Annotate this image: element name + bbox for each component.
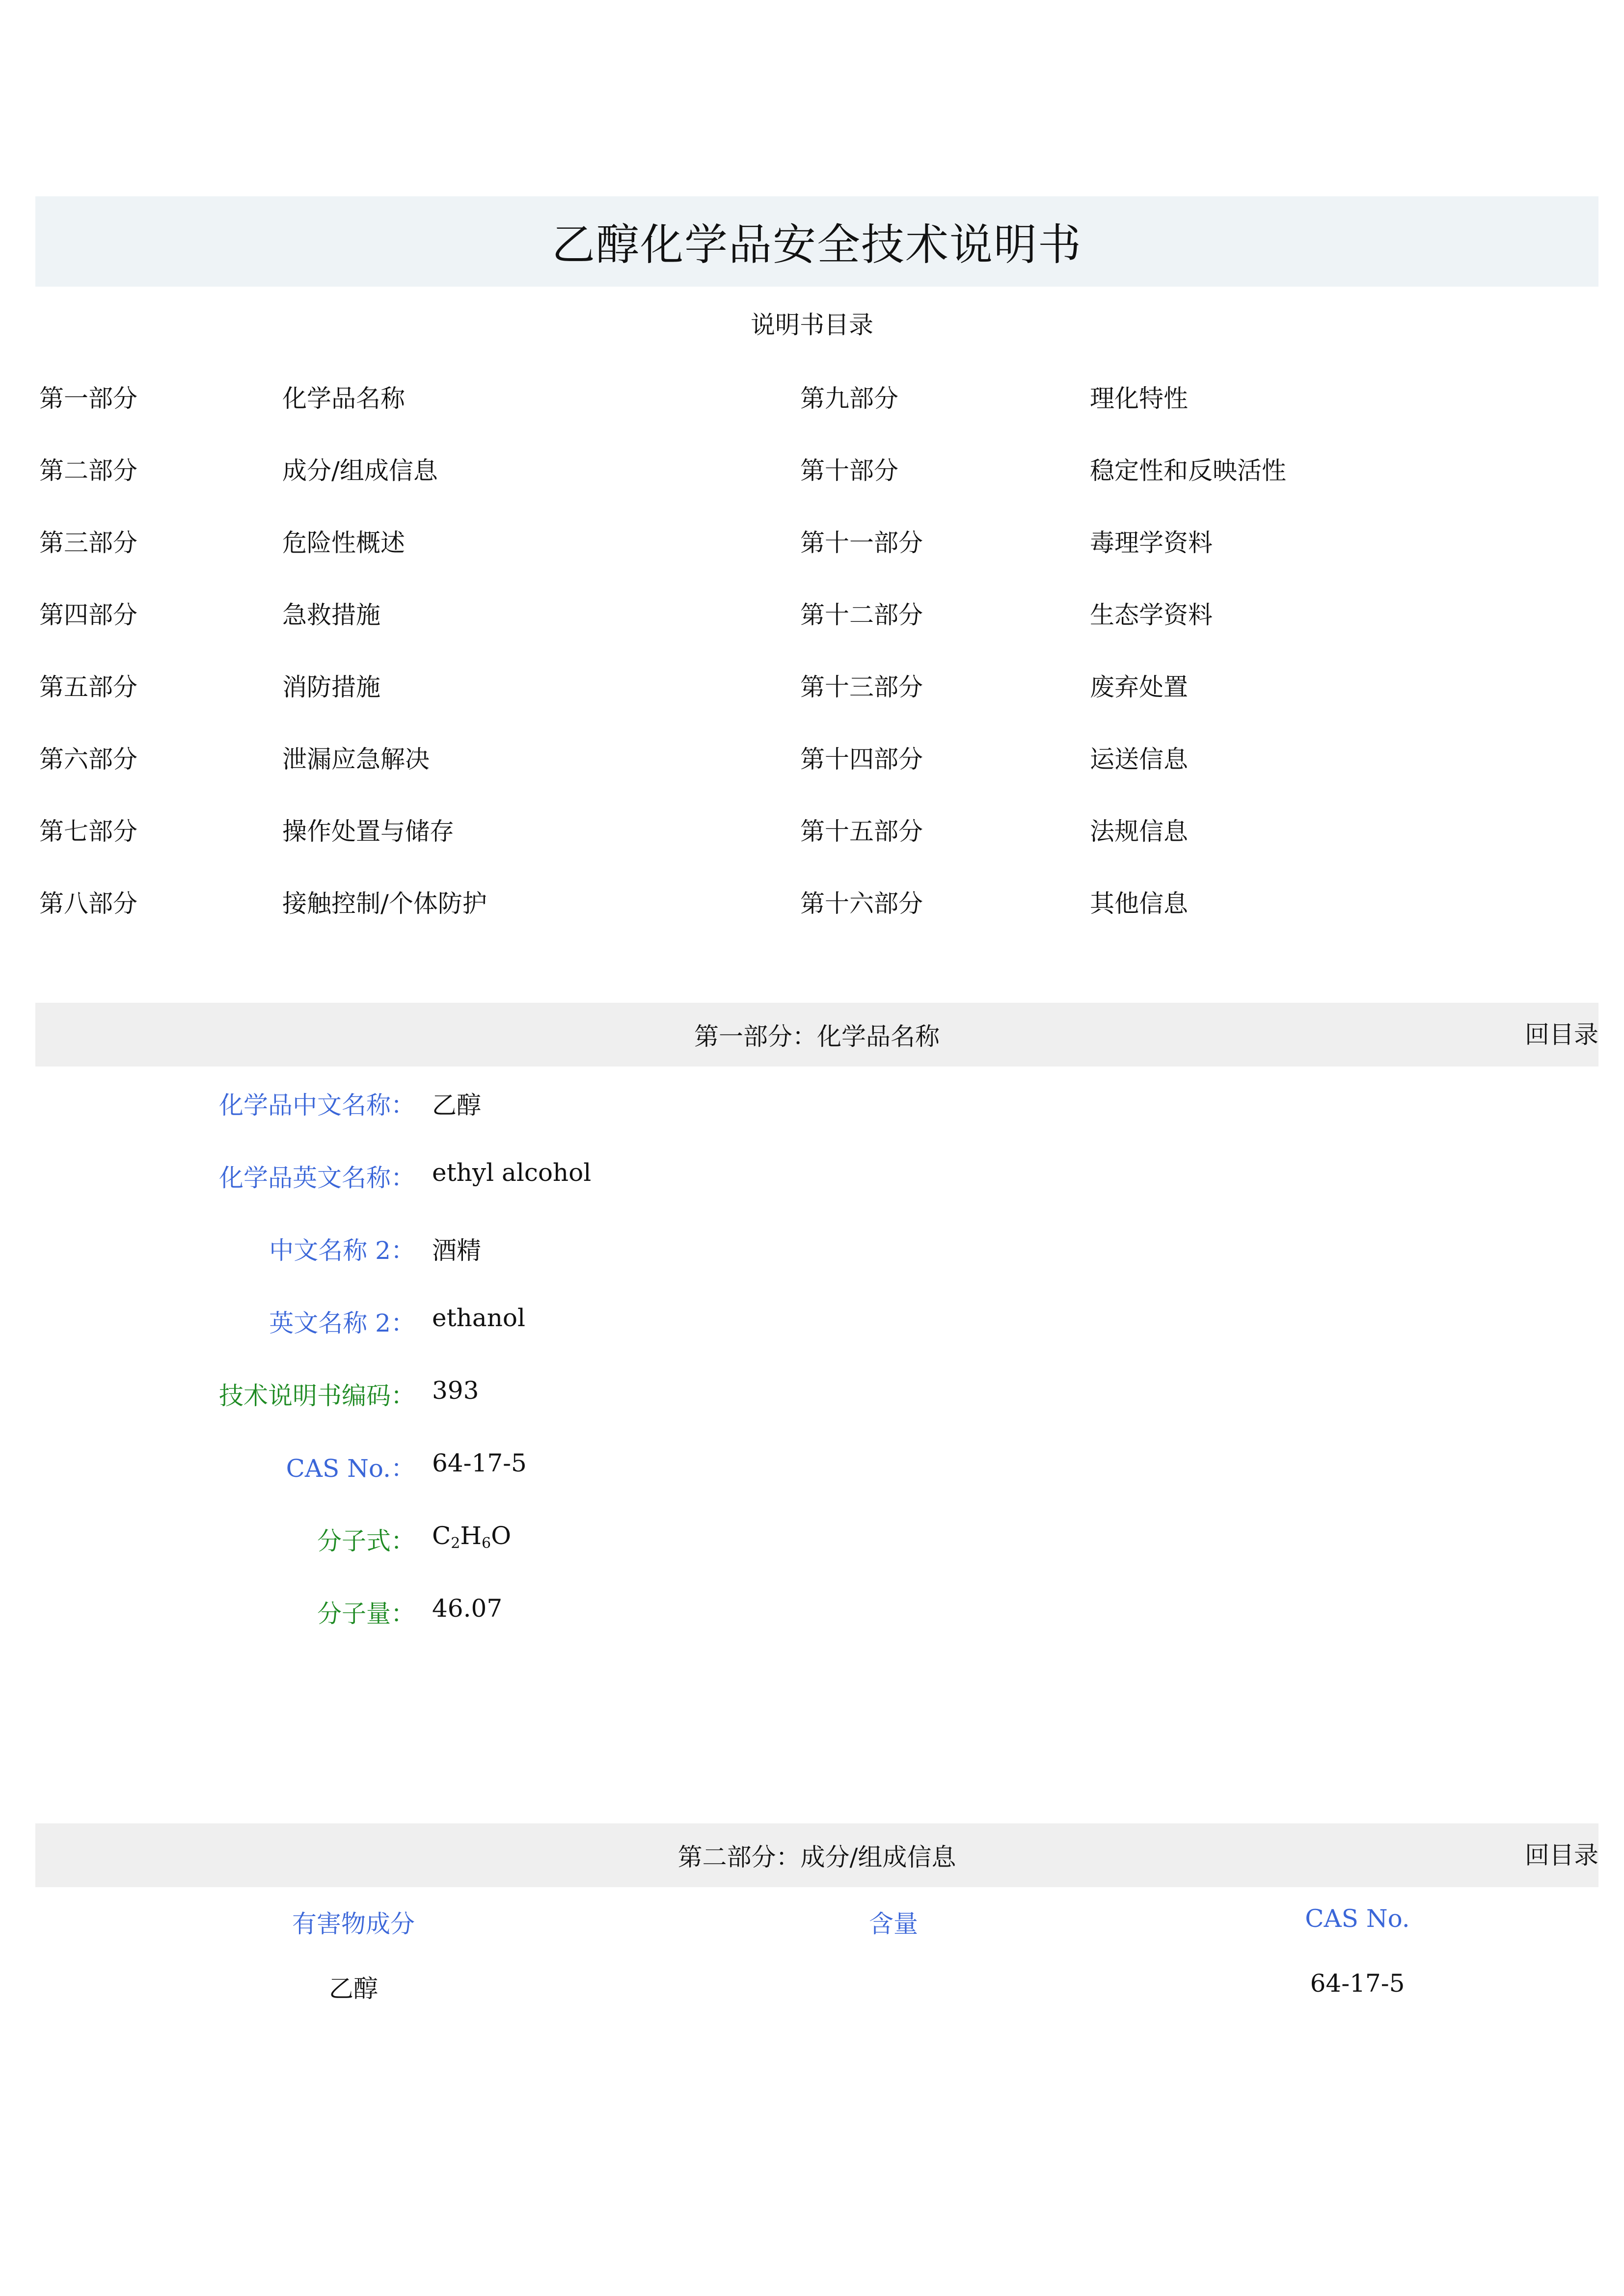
toc-row: [0, 523, 1624, 595]
toc-part-label[interactable]: 第十一部分: [800, 529, 923, 557]
toc-row: [0, 595, 1624, 667]
section-2-title: 第二部分：成分/组成信息: [677, 1843, 956, 1871]
toc-part-label[interactable]: 第五部分: [39, 673, 137, 701]
toc-part-label[interactable]: 第十三部分: [800, 673, 923, 701]
toc-row: [0, 740, 1624, 812]
field-value: 64-17-5: [432, 1449, 527, 1477]
field-value: ethyl alcohol: [432, 1158, 592, 1187]
toc-part-name[interactable]: 操作处置与储存: [282, 817, 454, 846]
toc-part-label[interactable]: 第十五部分: [800, 817, 923, 846]
toc-part-label[interactable]: 第八部分: [39, 889, 137, 918]
formula-subscript: 6: [481, 1535, 491, 1552]
field-label: 技术说明书编码：: [219, 1382, 415, 1410]
toc-part-label[interactable]: 第七部分: [39, 817, 137, 846]
toc-part-name[interactable]: 其他信息: [1090, 889, 1188, 918]
toc-row: [0, 379, 1624, 451]
toc-row: [0, 451, 1624, 523]
toc-part-name[interactable]: 泄漏应急解决: [282, 745, 430, 774]
toc-part-label[interactable]: 第十六部分: [800, 889, 923, 918]
formula-subscript: 2: [451, 1535, 460, 1552]
field-label: 化学品英文名称：: [219, 1164, 415, 1192]
back-to-toc-link[interactable]: 回目录: [1525, 1841, 1598, 1869]
toc-part-name[interactable]: 理化特性: [1090, 384, 1188, 413]
column-header-cas: CAS No.: [1305, 1904, 1410, 1933]
field-row: [0, 1522, 1624, 1594]
toc-part-label[interactable]: 第四部分: [39, 601, 137, 629]
toc-part-name[interactable]: 化学品名称: [282, 384, 405, 413]
formula-element: O: [491, 1522, 512, 1550]
field-value: 393: [432, 1376, 479, 1405]
field-value: 酒精: [432, 1236, 481, 1265]
table-of-contents: [0, 379, 1624, 956]
field-row: [0, 1304, 1624, 1376]
toc-part-name[interactable]: 废弃处置: [1090, 673, 1188, 701]
toc-part-name[interactable]: 稳定性和反映活性: [1090, 456, 1286, 485]
toc-part-name[interactable]: 毒理学资料: [1090, 529, 1213, 557]
field-value: 乙醇: [432, 1091, 481, 1120]
toc-row: [0, 667, 1624, 740]
section-1-header: [35, 1003, 1598, 1067]
back-to-toc-link[interactable]: 回目录: [1525, 1020, 1598, 1049]
column-header-content: 含量: [869, 1910, 918, 1938]
toc-part-label[interactable]: 第九部分: [800, 384, 898, 413]
field-row: [0, 1231, 1624, 1304]
column-header-component: 有害物成分: [292, 1910, 415, 1938]
section-2-header: [35, 1823, 1598, 1887]
toc-part-label[interactable]: 第二部分: [39, 456, 137, 485]
formula-element: H: [460, 1522, 482, 1550]
toc-part-name[interactable]: 成分/组成信息: [282, 456, 438, 485]
toc-part-name[interactable]: 消防措施: [282, 673, 380, 701]
document-title-band: [35, 196, 1598, 287]
formula-element: C: [432, 1522, 451, 1550]
cell-component: 乙醇: [329, 1975, 378, 2003]
toc-part-label[interactable]: 第十部分: [800, 456, 898, 485]
toc-part-name[interactable]: 运送信息: [1090, 745, 1188, 774]
toc-part-name[interactable]: 生态学资料: [1090, 601, 1213, 629]
toc-heading: 说明书目录: [751, 311, 873, 339]
field-row: [0, 1086, 1624, 1158]
toc-part-label[interactable]: 第六部分: [39, 745, 137, 774]
toc-part-label[interactable]: 第十二部分: [800, 601, 923, 629]
field-label: CAS No.：: [286, 1454, 415, 1483]
field-row: [0, 1158, 1624, 1231]
molecular-formula: [432, 1522, 511, 1550]
field-label: 中文名称 2：: [269, 1236, 415, 1265]
toc-row: [0, 884, 1624, 956]
toc-part-label[interactable]: 第十四部分: [800, 745, 923, 774]
toc-part-label[interactable]: 第三部分: [39, 529, 137, 557]
toc-part-name[interactable]: 危险性概述: [282, 529, 405, 557]
chemical-name-fields: [0, 1086, 1624, 1667]
toc-row: [0, 812, 1624, 884]
field-row: [0, 1376, 1624, 1449]
field-label: 英文名称 2：: [269, 1309, 415, 1337]
toc-part-label[interactable]: 第一部分: [39, 384, 137, 413]
field-label: 分子式：: [317, 1527, 415, 1555]
field-row: [0, 1594, 1624, 1667]
section-1-title: 第一部分：化学品名称: [694, 1022, 940, 1051]
toc-part-name[interactable]: 接触控制/个体防护: [282, 889, 487, 918]
field-value: ethanol: [432, 1304, 525, 1332]
field-value: 46.07: [432, 1594, 503, 1623]
field-label: 化学品中文名称：: [219, 1091, 415, 1120]
field-row: [0, 1449, 1624, 1522]
document-title: 乙醇化学品安全技术说明书: [551, 219, 1082, 270]
field-label: 分子量：: [317, 1600, 415, 1628]
cell-cas: 64-17-5: [1310, 1969, 1405, 1998]
toc-part-name[interactable]: 法规信息: [1090, 817, 1188, 846]
toc-part-name[interactable]: 急救措施: [282, 601, 380, 629]
